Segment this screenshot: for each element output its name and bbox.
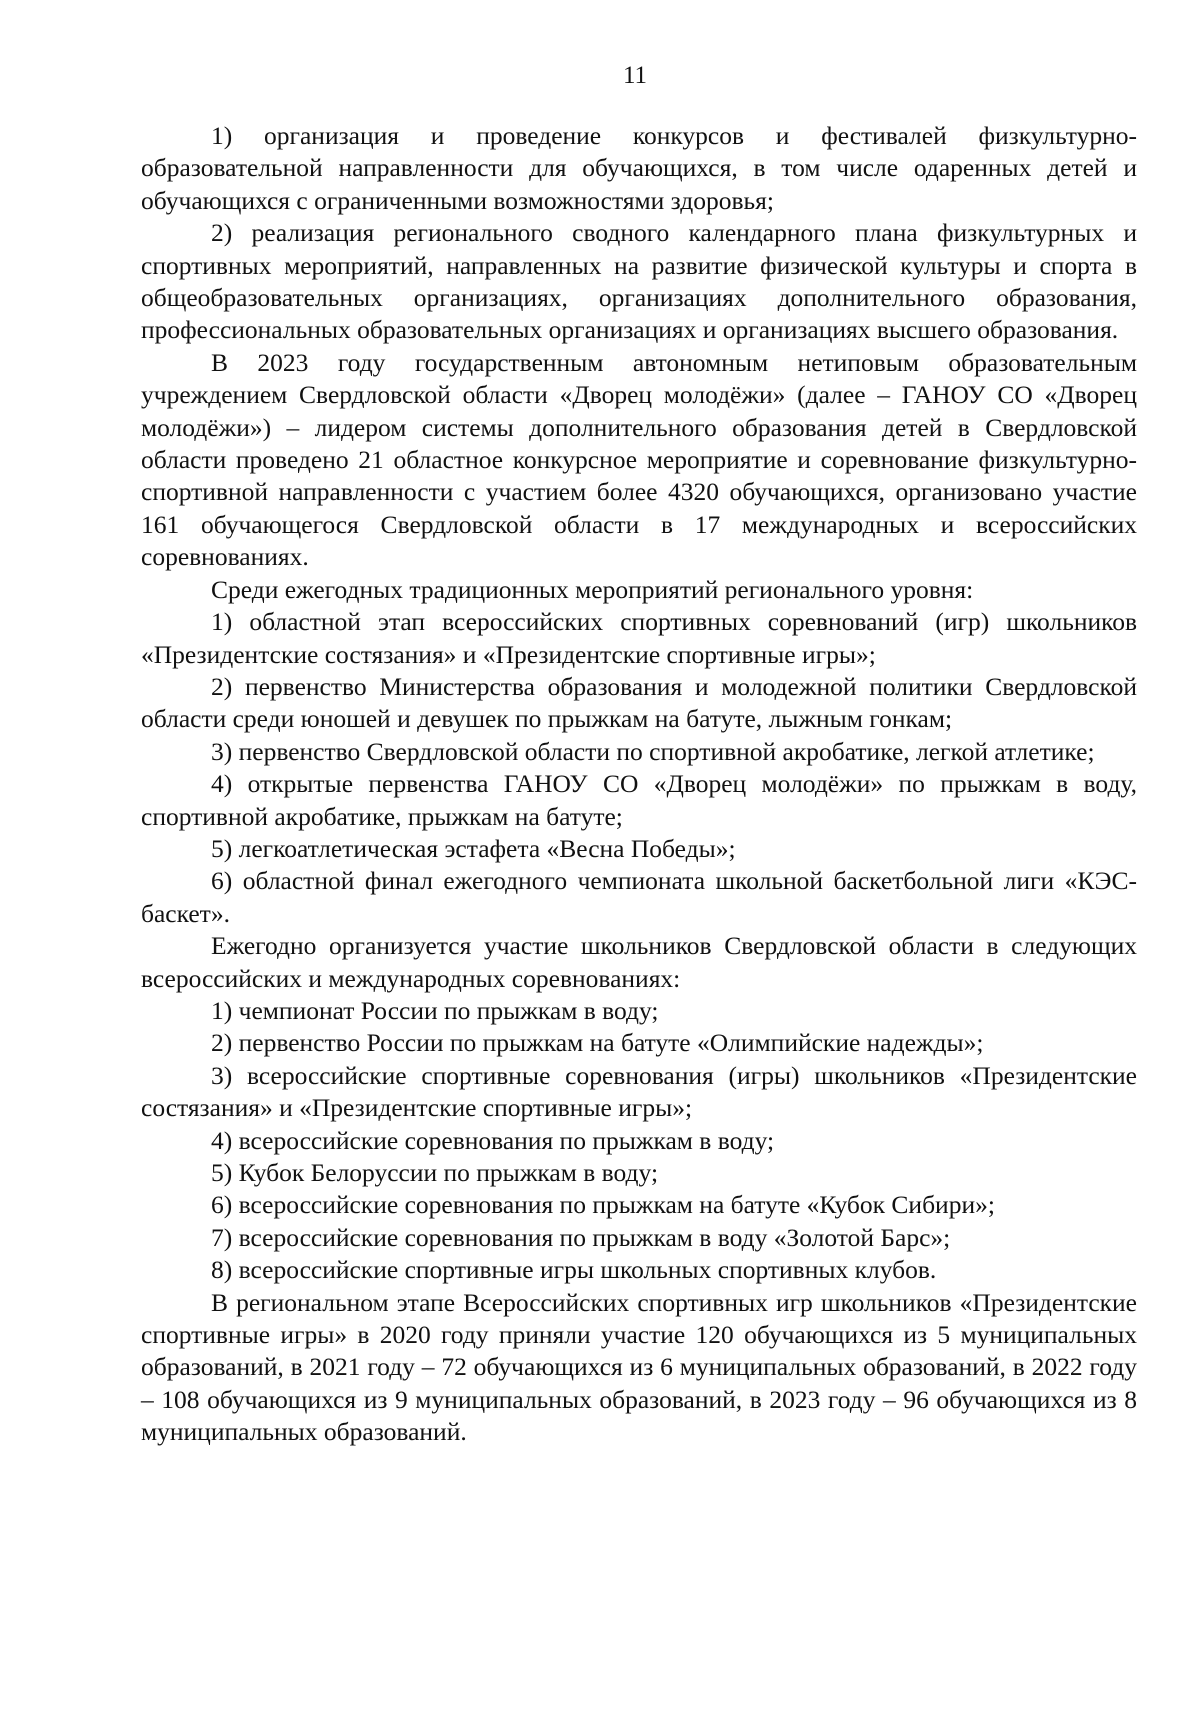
paragraph: 1) чемпионат России по прыжкам в воду; xyxy=(211,995,659,1025)
page-number: 11 xyxy=(622,62,648,89)
paragraph: 1) организация и проведение конкурсов и фестивалей физкультурно-образовательной направленности для обучающихся, в том числе одаренных детей и обучающихся с ограниченными возможностями здоровья; xyxy=(141,121,1137,215)
paragraph: 3) всероссийские спортивные соревнования (игры) школьников «Президентские состязания» и «Президентские спортивные игры»; xyxy=(141,1060,1137,1123)
paragraph: В 2023 году государственным автономным нетиповым образовательным учреждением Свердловской области «Дворец молодёжи» (далее – ГАНОУ СО «Дворец молодёжи») – лидером системы дополнительного образования детей в Свердловской области проведено 21 областное конкурсное мероприятие и соревнование физкультурно-спортивной направленности с участием более 4320 обучающихся, организовано участие 161 обучающегося Свердловской области в 17 международных и всероссийских соревнованиях. xyxy=(141,347,1137,572)
paragraph: 7) всероссийские соревнования по прыжкам в воду «Золотой Барс»; xyxy=(211,1222,951,1252)
paragraph: 5) Кубок Белоруссии по прыжкам в воду; xyxy=(211,1158,659,1187)
paragraph: 2) первенство России по прыжкам на батуте «Олимпийские надежды»; xyxy=(211,1028,984,1058)
paragraph: 6) всероссийские соревнования по прыжкам на батуте «Кубок Сибири»; xyxy=(211,1190,995,1220)
paragraph: 1) областной этап всероссийских спортивных соревнований (игр) школьников «Президентские состязания» и «Президентские спортивные игры»; xyxy=(141,607,1137,669)
paragraph: В региональном этапе Всероссийских спортивных игр школьников «Президентские спортивные игры» в 2020 году приняли участие 120 обучающихся из 5 муниципальных образований, в 2021 году – 72 обучающихся из 6 муниципальных образований, в 2022 году – 108 обучающихся из 9 муниципальных образований, в 2023 году – 96 обучающихся из 8 муниципальных образований. xyxy=(141,1287,1137,1447)
paragraph: 4) всероссийские соревнования по прыжкам в воду; xyxy=(211,1125,775,1155)
paragraph: Среди ежегодных традиционных мероприятий регионального уровня: xyxy=(211,574,974,604)
paragraph: 2) реализация регионального сводного календарного плана физкультурных и спортивных мероприятий, направленных на развитие физической культуры и спорта в общеобразовательных организациях, организациях дополнительного образования, профессиональных образовательных организациях и организациях высшего образования. xyxy=(141,218,1137,345)
paragraph: 6) областной финал ежегодного чемпионата школьной баскетбольной лиги «КЭС-баскет». xyxy=(141,866,1137,928)
paragraph: 3) первенство Свердловской области по спортивной акробатике, легкой атлетике; xyxy=(211,736,1095,766)
paragraph: Ежегодно организуется участие школьников Свердловской области в следующих всероссийских и международных соревнованиях: xyxy=(141,931,1137,993)
paragraph: 8) всероссийские спортивные игры школьных спортивных клубов. xyxy=(211,1255,937,1285)
paragraph: 4) открытые первенства ГАНОУ СО «Дворец молодёжи» по прыжкам в воду, спортивной акробатике, прыжкам на батуте; xyxy=(141,769,1137,831)
document-body xyxy=(141,120,1137,1449)
paragraph: 5) легкоатлетическая эстафета «Весна Победы»; xyxy=(211,833,736,863)
paragraph: 2) первенство Министерства образования и молодежной политики Свердловской области среди юношей и девушек по прыжкам на батуте, лыжным гонкам; xyxy=(141,671,1137,734)
